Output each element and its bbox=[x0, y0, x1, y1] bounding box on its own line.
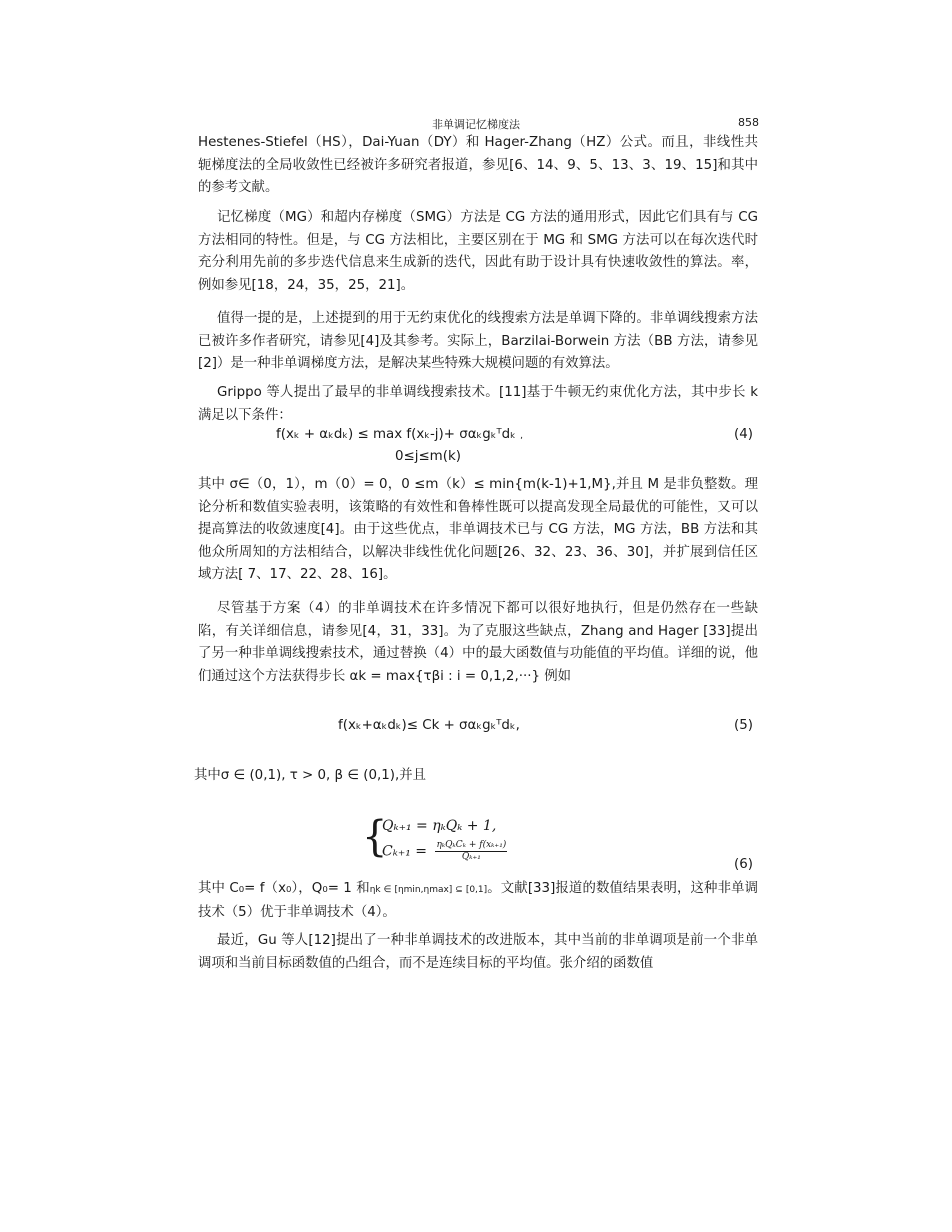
paragraph-1: Hestenes-Stiefel（HS），Dai-Yuan（DY）和 Hager-Zhang（HZ）公式。而且，非线性共轭梯度法的全局收敛性已经被许多研究者报道，参见[6、14、9、5、13、3、19、15]和其中的参考文献。 bbox=[198, 135, 758, 195]
paragraph-4: Grippo 等人提出了最早的非单调线搜索技术。[11]基于牛顿无约束优化方法，其中步长 k 满足以下条件： bbox=[198, 385, 758, 423]
paragraph-5: 其中 σ∈（0，1），m（0）= 0，0 ≤m（k）≤ min{m(k-1)+1,M},并且 M 是非负整数。理论分析和数值实验表明，该策略的有效性和鲁棒性既可以提高发现全局最优的可能性，又可以提高算法的收敛速度[4]。由于这些优点，非单调技术已与 CG 方法，MG 方法，BB 方法和其他众所周知的方法相结合，以解决非线性优化问题[26、32、23、36、30]，并扩展到信任区域方法[ 7、17、22、28、16]。 bbox=[198, 477, 758, 582]
equation-6-brace: { bbox=[362, 812, 388, 862]
equation-5-number: (5) bbox=[734, 718, 753, 733]
paragraph-6: 尽管基于方案（4）的非单调技术在许多情况下都可以很好地执行，但是仍然存在一些缺陷，有关详细信息，请参见[4，31，33]。为了克服这些缺点，Zhang and Hager [33]提出了另一种非单调线搜索技术，通过替换（4）中的最大函数值与功能值的平均值。详细的说，他们通过这个方法获得步长 αk = max{τβi : i = 0,1,2,···} 例如 bbox=[198, 601, 758, 684]
running-header-title: 非单调记忆梯度法 bbox=[432, 118, 520, 131]
page-number: 858 bbox=[738, 116, 759, 129]
equation-4-comma: , bbox=[520, 431, 523, 441]
paragraph-8 bbox=[198, 878, 758, 924]
paragraph-8-rest: 。文献[33]报道的数值结果表明，这种非单调技术（5）优于非单调技术（4）。 bbox=[198, 881, 758, 920]
equation-6-number: (6) bbox=[734, 857, 753, 872]
equation-6-denominator: Qₖ₊₁ bbox=[461, 852, 481, 862]
equation-4-main: f(xₖ + αₖdₖ) ≤ max f(xₖ-j)+ σαₖgₖᵀdₖ bbox=[276, 427, 516, 442]
equation-6-line-2 bbox=[382, 840, 507, 863]
equation-6-lhs: Cₖ₊₁ = bbox=[382, 843, 428, 860]
paragraph-8-small: ηk ∈ [ηmin,ηmax] ⊆ [0,1] bbox=[369, 885, 488, 895]
paragraph-9: 最近，Gu 等人[12]提出了一种非单调技术的改进版本，其中当前的非单调项是前一个非单调项和当前目标函数值的凸组合，而不是连续目标的平均值。张介绍的函数值 bbox=[198, 933, 758, 971]
paragraph-7: 其中σ ∈ (0,1), τ > 0, β ∈ (0,1),并且 bbox=[194, 768, 427, 783]
equation-4-subscript: 0≤j≤m(k) bbox=[395, 449, 461, 464]
paragraph-3: 值得一提的是，上述提到的用于无约束优化的线搜索方法是单调下降的。非单调线搜索方法已被许多作者研究，请参见[4]及其参考。实际上，Barzilai-Borwein 方法（BB 方法，请参见[2]）是一种非单调梯度方法，是解决某些特殊大规模问题的有效算法。 bbox=[198, 311, 758, 371]
equation-6-numerator: ηₖQₖCₖ + f(xₖ₊₁) bbox=[436, 840, 507, 850]
equation-4-number: (4) bbox=[734, 427, 753, 442]
paragraph-8-main: 其中 C₀= f（x₀），Q₀= 1 和 bbox=[198, 881, 370, 896]
paragraph-2: 记忆梯度（MG）和超内存梯度（SMG）方法是 CG 方法的通用形式，因此它们具有与 CG 方法相同的特性。但是，与 CG 方法相比，主要区别在于 MG 和 SMG 方法可以在每次迭代时充分利用先前的多步迭代信息来生成新的迭代，因此有助于设计具有快速收敛性的算法。率，例如参见[18，24，35，25，21]。 bbox=[198, 210, 758, 293]
equation-6-line-1: Qₖ₊₁ = ηₖQₖ + 1, bbox=[382, 818, 497, 834]
equation-6-fraction bbox=[435, 840, 507, 863]
equation-4 bbox=[276, 427, 523, 442]
equation-5: f(xₖ+αₖdₖ)≤ Ck + σαₖgₖᵀdₖ, bbox=[338, 718, 520, 733]
